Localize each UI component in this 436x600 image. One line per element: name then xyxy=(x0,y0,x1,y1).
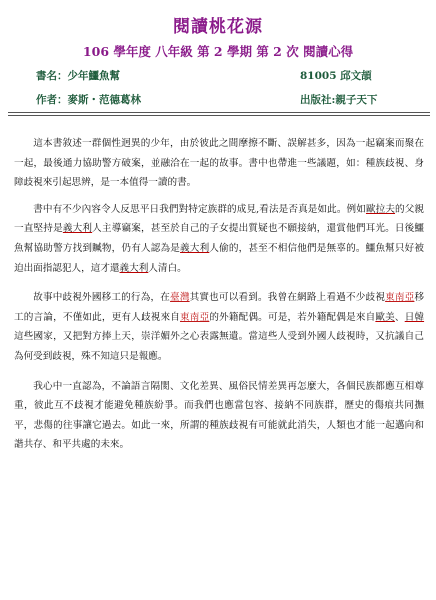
place-taiwan: 臺灣 xyxy=(170,292,190,304)
name-olaf: 歐拉夫 xyxy=(365,203,396,215)
place-europe-america: 歐美 xyxy=(375,311,395,323)
header-divider-top xyxy=(8,112,430,113)
paragraph-3 xyxy=(14,288,424,366)
paragraph-2-text: 書中有不少內容令人反思平日我們對特定族群的成見,看法是否真是如此。例如 xyxy=(33,203,366,215)
paragraph-3-text: 移工的言論，不僅如此，更有人歧視來自 xyxy=(14,292,425,323)
book-author: 作者：麥斯・范德葛林 xyxy=(36,94,141,106)
paragraph-1: 這本書敘述一群個性迥異的少年，由於彼此之間摩擦不斷、誤解甚多，因為一起竊案而聚在一起，最後通力協助警方破案，並融洽在一起的故事。書中也帶進一些議題，如：種族歧視、身障歧視來引起思辨，是一本值得一讀的書。 xyxy=(14,138,424,189)
paragraph-3-text: 、 xyxy=(394,311,405,323)
place-southeast-asia: 東南亞 xyxy=(180,311,210,323)
paragraph-3-text: 這些國家，又把對方捧上天，崇洋媚外之心表露無遺。當這些人受到外國人歧視時，又抗議自己為何受到歧視，殊不知這只是報應。 xyxy=(14,331,424,362)
page-title: 閱讀桃花源 xyxy=(173,17,263,37)
paragraph-2-text: 人主導竊案，甚至於自己的子女提出質疑也不願接納，還賞他們耳光。日後鱷魚幫協助警方找到贓物，仍有人認為是 xyxy=(14,223,425,254)
paragraph-2-text: 人偷的，甚至不相信他們是無辜的。鱷魚幫只好被迫出面指認犯人，這才還 xyxy=(14,242,425,274)
place-japan-korea: 日韓 xyxy=(404,311,425,323)
place-italy: 義大利 xyxy=(62,223,93,235)
place-italy: 義大利 xyxy=(180,242,210,254)
student-id-name: 81005 邱文頡 xyxy=(300,70,372,82)
place-southeast-asia: 東南亞 xyxy=(385,292,415,304)
paragraph-3-text: 其實也可以看到。我曾在網路上看過不少歧視 xyxy=(189,292,386,304)
paragraph-3-text: 故事中歧視外國移工的行為，在 xyxy=(33,292,171,304)
paragraph-2-text: 的父親一直堅持是 xyxy=(14,203,425,235)
page-subtitle: 106 學年度 八年級 第 2 學期 第 2 次 閱讀心得 xyxy=(82,44,354,59)
essay-body xyxy=(14,134,424,462)
book-title: 書名：少年鱷魚幫 xyxy=(36,70,120,82)
header-divider-bottom xyxy=(8,115,430,116)
paragraph-4: 我心中一直認為，不論語言隔閡、文化差異、風俗民情差異再怎麼大，各個民族都應互相尊重，彼此互不歧視才能避免種族紛爭。而我們也應當包容、接納不同族群，歷史的傷痕共同撫平，悲傷的往事讓它過去。如此一來，所謂的種族歧視有可能就此消失，人類也才能一起邁向和諧共存、和平共處的未來。 xyxy=(14,380,424,451)
paragraph-2 xyxy=(14,200,424,278)
paragraph-2-text: 人清白。 xyxy=(148,262,187,274)
place-italy: 義大利 xyxy=(119,262,149,274)
paragraph-3-text: 的外籍配偶。可是，若外籍配偶是來自 xyxy=(209,311,376,323)
book-publisher: 出版社:親子天下 xyxy=(300,94,378,106)
